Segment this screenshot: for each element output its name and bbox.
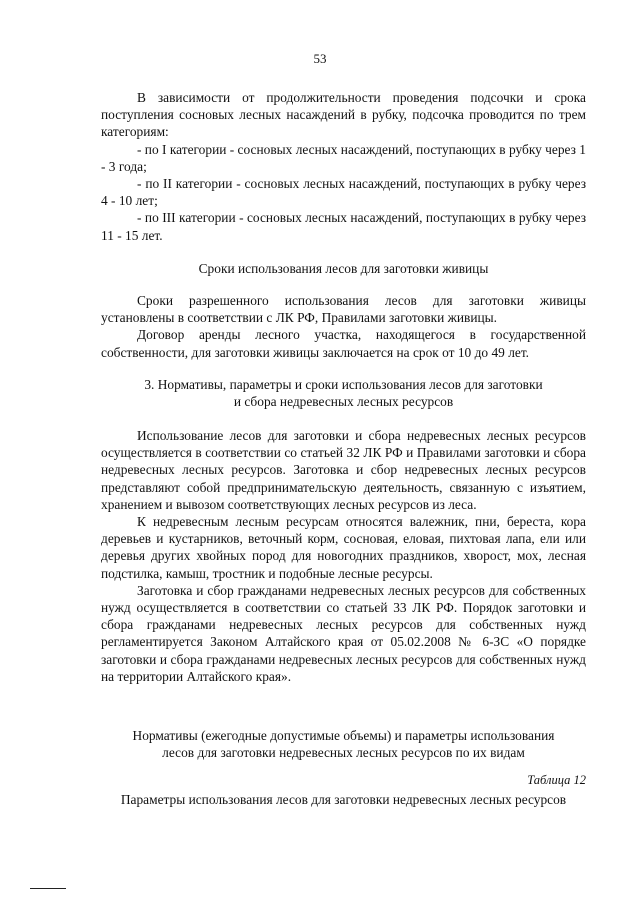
section-heading-norms xyxy=(101,727,586,761)
paragraph: К недревесным лесным ресурсам относятся валежник, пни, береста, кора деревьев и кустарников, веточный корм, сосновая, еловая, пихтовая лапа, ели или деревья других хвойных пород для новогодних праздников, хворост, мох, лесная подстилка, камыш, тростник и подобные лесные ресурсы. xyxy=(101,514,586,581)
table-title: Параметры использования лесов для заготовки недревесных лесных ресурсов xyxy=(120,792,567,808)
page-number: 53 xyxy=(313,51,327,66)
section-heading-zhivitsa xyxy=(101,260,586,277)
table-label: Таблица 12 xyxy=(527,773,586,787)
block-podsochka-categories xyxy=(101,89,586,244)
heading: Сроки использования лесов для заготовки живицы xyxy=(198,261,489,276)
table-caption xyxy=(101,772,586,808)
heading-line: и сбора недревесных лесных ресурсов xyxy=(233,394,454,410)
paragraph: Заготовка и сбор гражданами недревесных лесных ресурсов для собственных нужд осуществляется в соответствии со статьей 33 ЛК РФ. Порядок заготовки и сбора гражданами недревесных лесных ресурсов для собственных нужд регламентируется Законом Алтайского края от 05.02.2008 № 6-ЗС «О порядке заготовки и сбора гражданами недревесных лесных ресурсов для собственных нужд на территории Алтайского края». xyxy=(101,582,586,684)
heading-line: лесов для заготовки недревесных лесных ресурсов по их видам xyxy=(162,745,525,761)
section-heading-3 xyxy=(101,376,586,410)
paragraph: - по III категории - сосновых лесных насаждений, поступающих в рубку через 11 - 15 лет. xyxy=(101,210,586,243)
paragraph: - по I категории - сосновых лесных насаждений, поступающих в рубку через 1 - 3 года; xyxy=(101,141,586,174)
paragraph: Договор аренды лесного участка, находящегося в государственной собственности, для заготовки живицы заключается на срок от 10 до 49 лет. xyxy=(101,327,586,360)
paragraph: - по II категории - сосновых лесных насаждений, поступающих в рубку через 4 - 10 лет; xyxy=(101,176,586,209)
paragraph: Сроки разрешенного использования лесов для заготовки живицы установлены в соответствии с ЛК РФ, Правилами заготовки живицы. xyxy=(101,293,586,326)
footer-divider xyxy=(30,888,66,889)
block-zhivitsa-terms xyxy=(101,292,586,361)
paragraph: В зависимости от продолжительности проведения подсочки и срока поступления сосновых лесных насаждений в рубку, подсочка проводится по трем категориям: xyxy=(101,90,586,140)
heading-line: 3. Нормативы, параметры и сроки использования лесов для заготовки xyxy=(144,377,543,392)
paragraph: Использование лесов для заготовки и сбора недревесных лесных ресурсов осуществляется в соответствии со статьей 32 ЛК РФ и Правилами заготовки и сбора недревесных лесных ресурсов. Заготовка и сбор недревесных лесных ресурсов представляют собой предпринимательскую деятельность, связанную с изъятием, хранением и вывозом соответствующих лесных ресурсов из леса. xyxy=(101,428,586,512)
block-non-timber-resources xyxy=(101,427,586,685)
heading-line: Нормативы (ежегодные допустимые объемы) и параметры использования xyxy=(132,728,555,743)
